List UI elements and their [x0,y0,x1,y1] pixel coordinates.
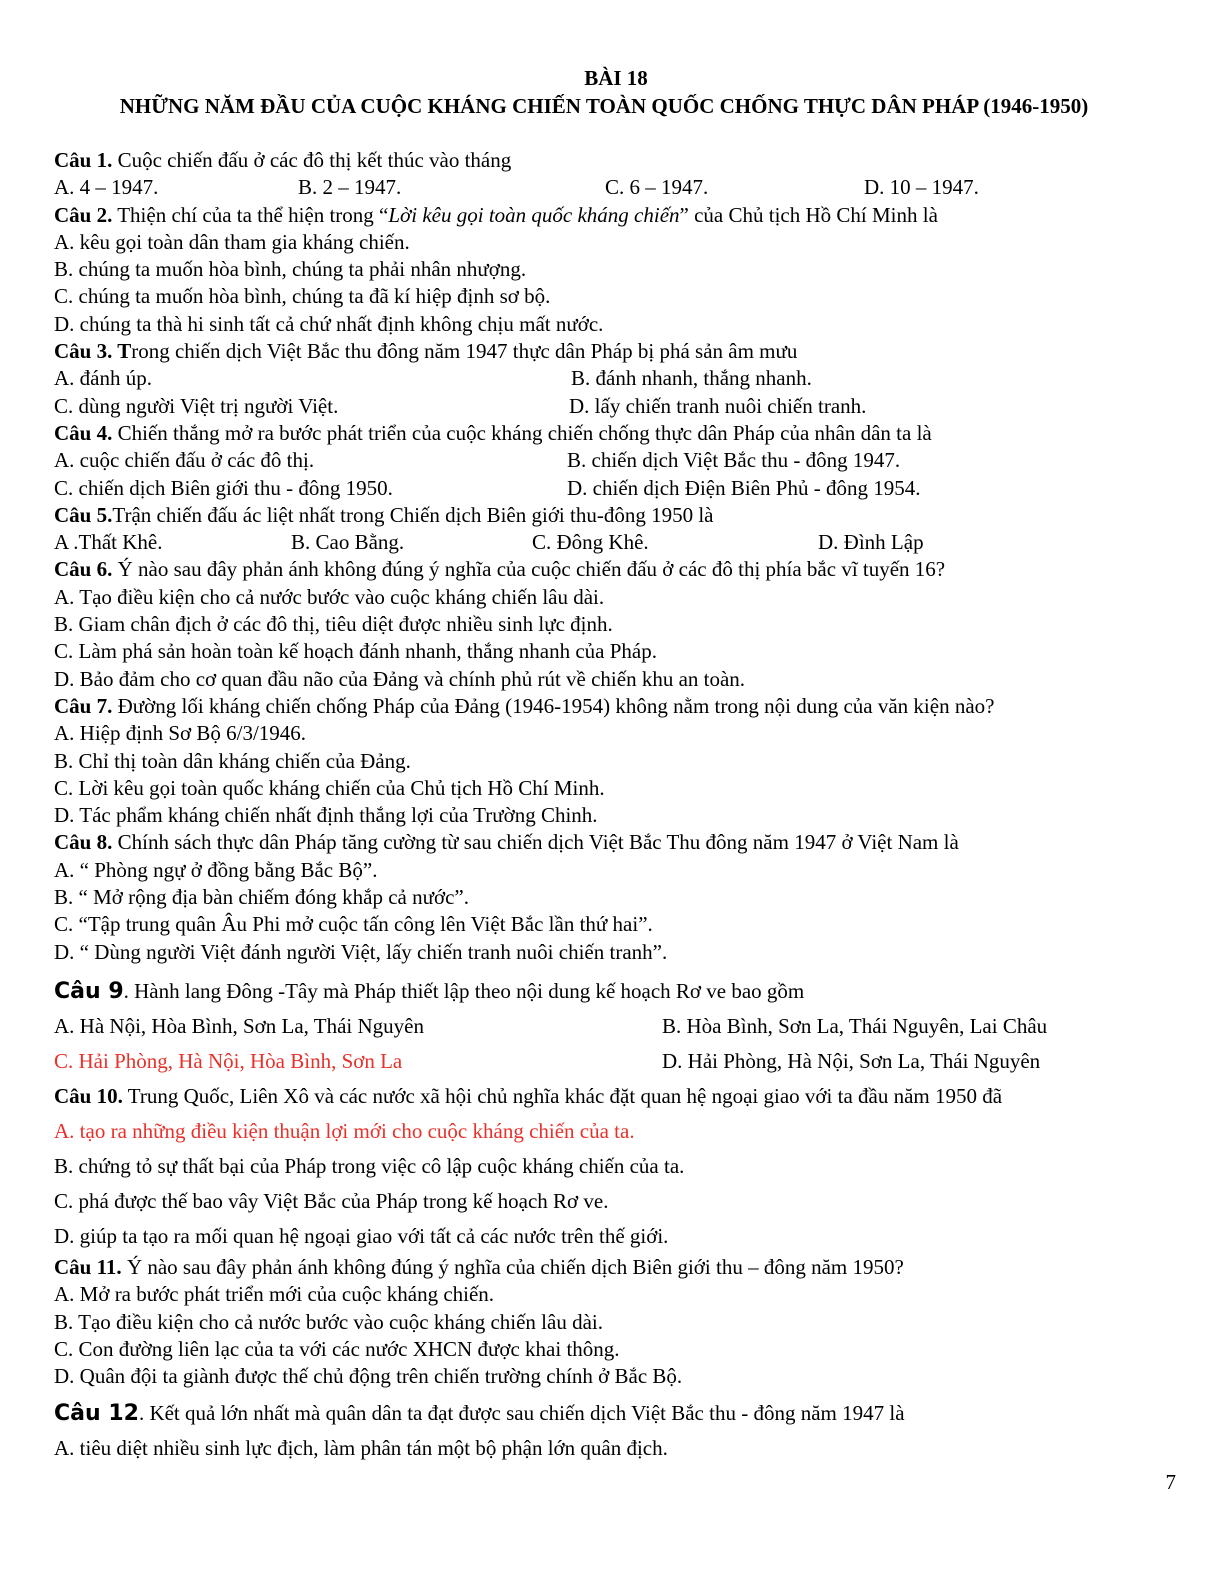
option: A. tiêu diệt nhiều sinh lực địch, làm phân tán một bộ phận lớn quân địch. [54,1436,668,1461]
option: C. chiến dịch Biên giới thu - đông 1950. [54,475,393,500]
question-2: Câu 2. Thiện chí của ta thể hiện trong “Lời kêu gọi toàn quốc kháng chiến” của Chủ tịch Hồ Chí Minh là [54,202,938,227]
question-4-options-row-2 [54,475,1184,502]
question-9-options-row-1 [54,1009,1184,1044]
option: D. giúp ta tạo ra mối quan hệ ngoại giao với tất cả các nước trên thế giới. [54,1223,669,1248]
option: C. Lời kêu gọi toàn quốc kháng chiến của Chủ tịch Hồ Chí Minh. [54,775,605,800]
option: A. Hà Nội, Hòa Bình, Sơn La, Thái Nguyên [54,1013,425,1038]
option: B. Giam chân địch ở các đô thị, tiêu diệt được nhiều sinh lực định. [54,612,613,637]
question-4-options-row-1 [54,447,1184,474]
question-1-options [54,174,1184,201]
option: B. chứng tỏ sự thất bại của Pháp trong việc cô lập cuộc kháng chiến của ta. [54,1153,685,1178]
option: D. 10 – 1947. [864,175,979,200]
question-5: Câu 5.Trận chiến đấu ác liệt nhất trong Chiến dịch Biên giới thu-đông 1950 là [54,502,714,527]
option: C. phá được thế bao vây Việt Bắc của Pháp trong kế hoạch Rơ ve. [54,1188,609,1213]
option: D. Quân đội ta giành được thế chủ động trên chiến trường chính ở Bắc Bộ. [54,1364,683,1389]
option: D. Đình Lập [818,530,924,555]
question-3-options-row-2 [54,393,1184,420]
question-3: Câu 3. Trong chiến dịch Việt Bắc thu đông năm 1947 thực dân Pháp bị phá sản âm mưu [54,339,798,364]
question-1: Câu 1. Cuộc chiến đấu ở các đô thị kết thúc vào tháng [54,148,512,172]
option: C. 6 – 1947. [605,175,709,200]
question-9-options-row-2 [54,1044,1184,1079]
option: B. chiến dịch Việt Bắc thu - đông 1947. [567,448,901,473]
question-6: Câu 6. Ý nào sau đây phản ánh không đúng ý nghĩa của cuộc chiến đấu ở các đô thị phía bắc vĩ tuyến 16? [54,557,946,582]
question-11: Câu 11. Ý nào sau đây phản ánh không đúng ý nghĩa của chiến dịch Biên giới thu – đông năm 1950? [54,1254,904,1279]
option: C. “Tập trung quân Âu Phi mở cuộc tấn công lên Việt Bắc lần thứ hai”. [54,912,653,937]
option: B. Chỉ thị toàn dân kháng chiến của Đảng. [54,748,411,773]
option: C. Làm phá sản hoàn toàn kế hoạch đánh nhanh, thắng nhanh của Pháp. [54,639,658,664]
question-list [54,147,1184,1466]
option: B. Tạo điều kiện cho cả nước bước vào cuộc kháng chiến lâu dài. [54,1309,603,1334]
question-10: Câu 10. Trung Quốc, Liên Xô và các nước xã hội chủ nghĩa khác đặt quan hệ ngoại giao với ta đầu năm 1950 đã [54,1083,1003,1108]
option: B. Cao Bằng. [291,530,405,555]
option: D. chiến dịch Điện Biên Phủ - đông 1954. [567,475,921,500]
question-8: Câu 8. Chính sách thực dân Pháp tăng cường từ sau chiến dịch Việt Bắc Thu đông năm 1947 ở Việt Nam là [54,830,959,855]
option: D. chúng ta thà hi sinh tất cả chứ nhất định không chịu mất nước. [54,311,604,336]
question-5-options [54,529,1184,556]
question-3-options-row-1 [54,365,1184,392]
option: A. “ Phòng ngự ở đồng bằng Bắc Bộ”. [54,857,378,882]
lesson-heading: BÀI 18 [584,66,648,90]
option: D. Hải Phòng, Hà Nội, Sơn La, Thái Nguyên [662,1048,1041,1073]
option: B. đánh nhanh, thắng nhanh. [571,366,812,391]
option: D. Tác phẩm kháng chiến nhất định thắng lợi của Trường Chinh. [54,803,598,828]
option: C. Đông Khê. [532,530,649,555]
option: A. đánh úp. [54,366,152,391]
option: D. lấy chiến tranh nuôi chiến tranh. [569,393,867,418]
option: A. cuộc chiến đấu ở các đô thị. [54,448,315,473]
question-12: Câu 12. Kết quả lớn nhất mà quân dân ta đạt được sau chiến dịch Việt Bắc thu - đông năm 1947 là [54,1401,905,1427]
option: A. Tạo điều kiện cho cả nước bước vào cuộc kháng chiến lâu dài. [54,584,605,609]
option: A. 4 – 1947. [54,175,159,200]
question-9: Câu 9. Hành lang Đông -Tây mà Pháp thiết lập theo nội dung kế hoạch Rơ ve bao gồm [54,978,805,1004]
option: D. “ Dùng người Việt đánh người Việt, lấy chiến tranh nuôi chiến tranh”. [54,939,668,964]
option: B. “ Mở rộng địa bàn chiếm đóng khắp cả nước”. [54,885,469,910]
page-number: 7 [1165,1470,1176,1494]
option: B. Hòa Bình, Sơn La, Thái Nguyên, Lai Châu [662,1013,1048,1038]
page-title: NHỮNG NĂM ĐẦU CỦA CUỘC KHÁNG CHIẾN TOÀN QUỐC CHỐNG THỰC DÂN PHÁP (1946-1950) [119,94,1089,118]
option: D. Bảo đảm cho cơ quan đầu não của Đảng và chính phủ rút về chiến khu an toàn. [54,666,746,691]
option: C. Con đường liên lạc của ta với các nước XHCN được khai thông. [54,1336,620,1361]
option: A. Mở ra bước phát triển mới của cuộc kháng chiến. [54,1282,495,1307]
option: A. Hiệp định Sơ Bộ 6/3/1946. [54,721,307,746]
question-4: Câu 4. Chiến thắng mở ra bước phát triển của cuộc kháng chiến chống thực dân Pháp của nhân dân ta là [54,420,932,445]
option: B. 2 – 1947. [298,175,402,200]
option: B. chúng ta muốn hòa bình, chúng ta phải nhân nhượng. [54,257,527,282]
option-answer: A. tạo ra những điều kiện thuận lợi mới cho cuộc kháng chiến của ta. [54,1118,635,1143]
option-answer: C. Hải Phòng, Hà Nội, Hòa Bình, Sơn La [54,1048,403,1073]
option: C. dùng người Việt trị người Việt. [54,393,339,418]
option: C. chúng ta muốn hòa bình, chúng ta đã kí hiệp định sơ bộ. [54,284,551,309]
option: A .Thất Khê. [54,530,163,555]
question-7: Câu 7. Đường lối kháng chiến chống Pháp của Đảng (1946-1954) không nằm trong nội dung của văn kiện nào? [54,693,995,718]
option: A. kêu gọi toàn dân tham gia kháng chiến. [54,229,410,254]
